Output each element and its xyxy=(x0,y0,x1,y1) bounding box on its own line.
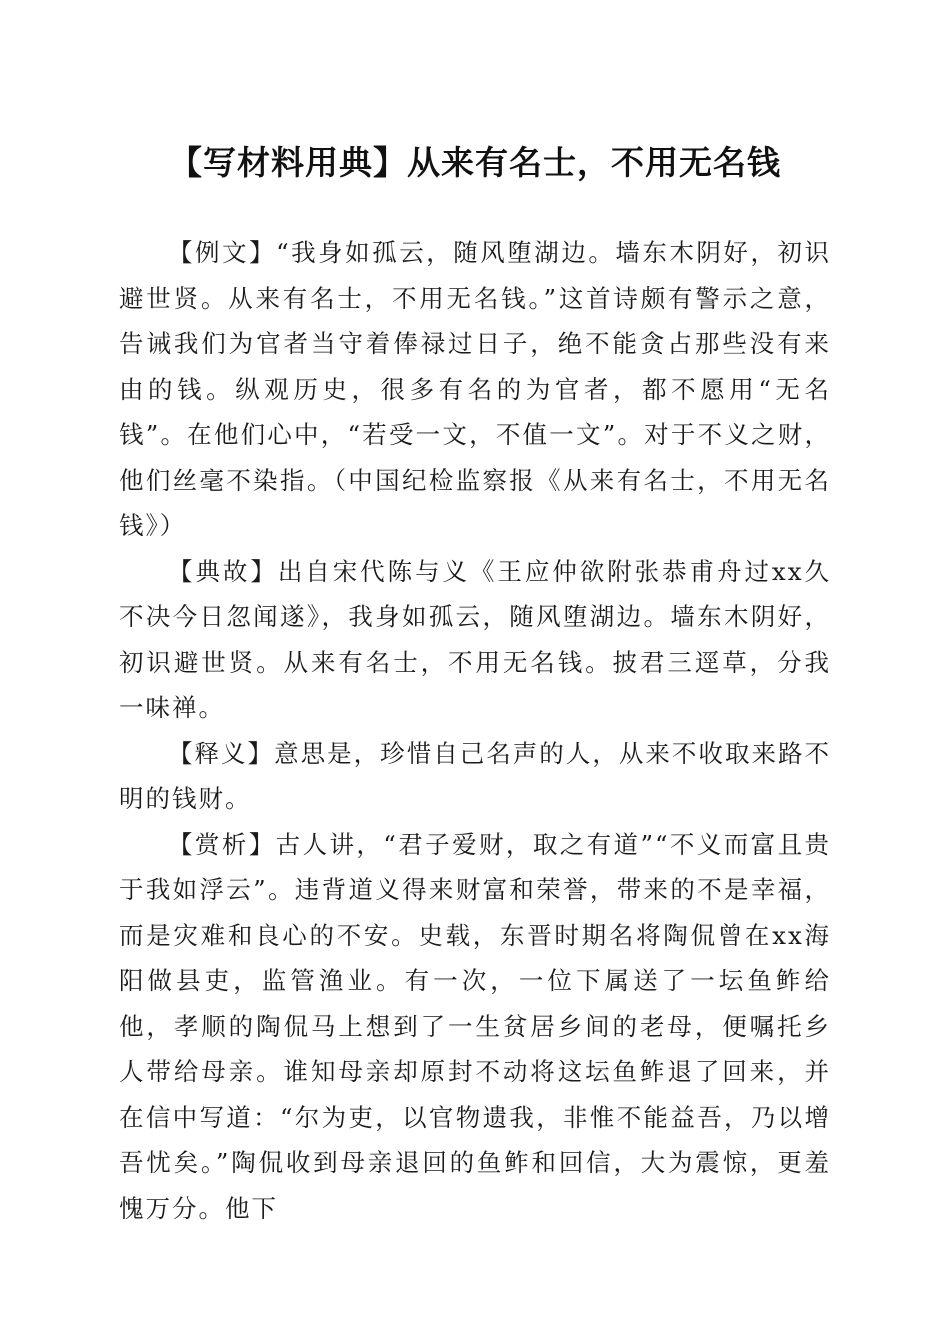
paragraph-tag: 【典故】 xyxy=(168,556,278,586)
paragraph-text: “我身如孤云，随风堕湖边。墙东木阴好，初识避世贤。从来有名士，不用无名钱。”这首诗颇有警示之意，告诫我们为官者当守着俸禄过日子，绝不能贪占那些没有来由的钱。纵观历史，很多有名的为官者，都不愿用“无名钱”。在他们心中，“若受一文，不值一文”。对于不义之财，他们丝毫不染指。（中国纪检监察报《从来有名士，不用无名钱》） xyxy=(119,238,831,540)
paragraph-tag: 【例文】 xyxy=(168,238,277,267)
paragraph-meaning xyxy=(119,731,831,822)
document-body xyxy=(119,230,831,1231)
paragraph-allusion xyxy=(119,549,831,731)
paragraph-tag: 【赏析】 xyxy=(168,829,276,859)
paragraph-tag: 【释义】 xyxy=(168,738,275,768)
paragraph-text: 古人讲，“君子爱财，取之有道”“不义而富且贵于我如浮云”。违背道义得来财富和荣誉，带来的不是幸福，而是灾难和良心的不安。史载，东晋时期名将陶侃曾在xx海阳做县吏，监管渔业。有一次，一位下属送了一坛鱼鲊给他，孝顺的陶侃马上想到了一生贫居乡间的老母，便嘱托乡人带给母亲。谁知母亲却原封不动将这坛鱼鲊退了回来，并在信中写道：“尔为吏，以官物遗我，非惟不能益吾，乃以增吾忧矣。”陶侃收到母亲退回的鱼鲊和回信，大为震惊，更羞愧万分。他下 xyxy=(119,829,831,1223)
document-title: 【写材料用典】从来有名士，不用无名钱 xyxy=(169,143,781,182)
paragraph-text: 出自宋代陈与义《王应仲欲附张恭甫舟过xx久不决今日忽闻遂》，我身如孤云，随风堕湖边。墙东木阴好，初识避世贤。从来有名士，不用无名钱。披君三逕草，分我一味禅。 xyxy=(119,556,832,722)
paragraph-appreciation xyxy=(119,822,831,1232)
paragraph-example xyxy=(119,230,831,549)
paragraph-text: 意思是，珍惜自己名声的人，从来不收取来路不明的钱财。 xyxy=(119,738,832,813)
